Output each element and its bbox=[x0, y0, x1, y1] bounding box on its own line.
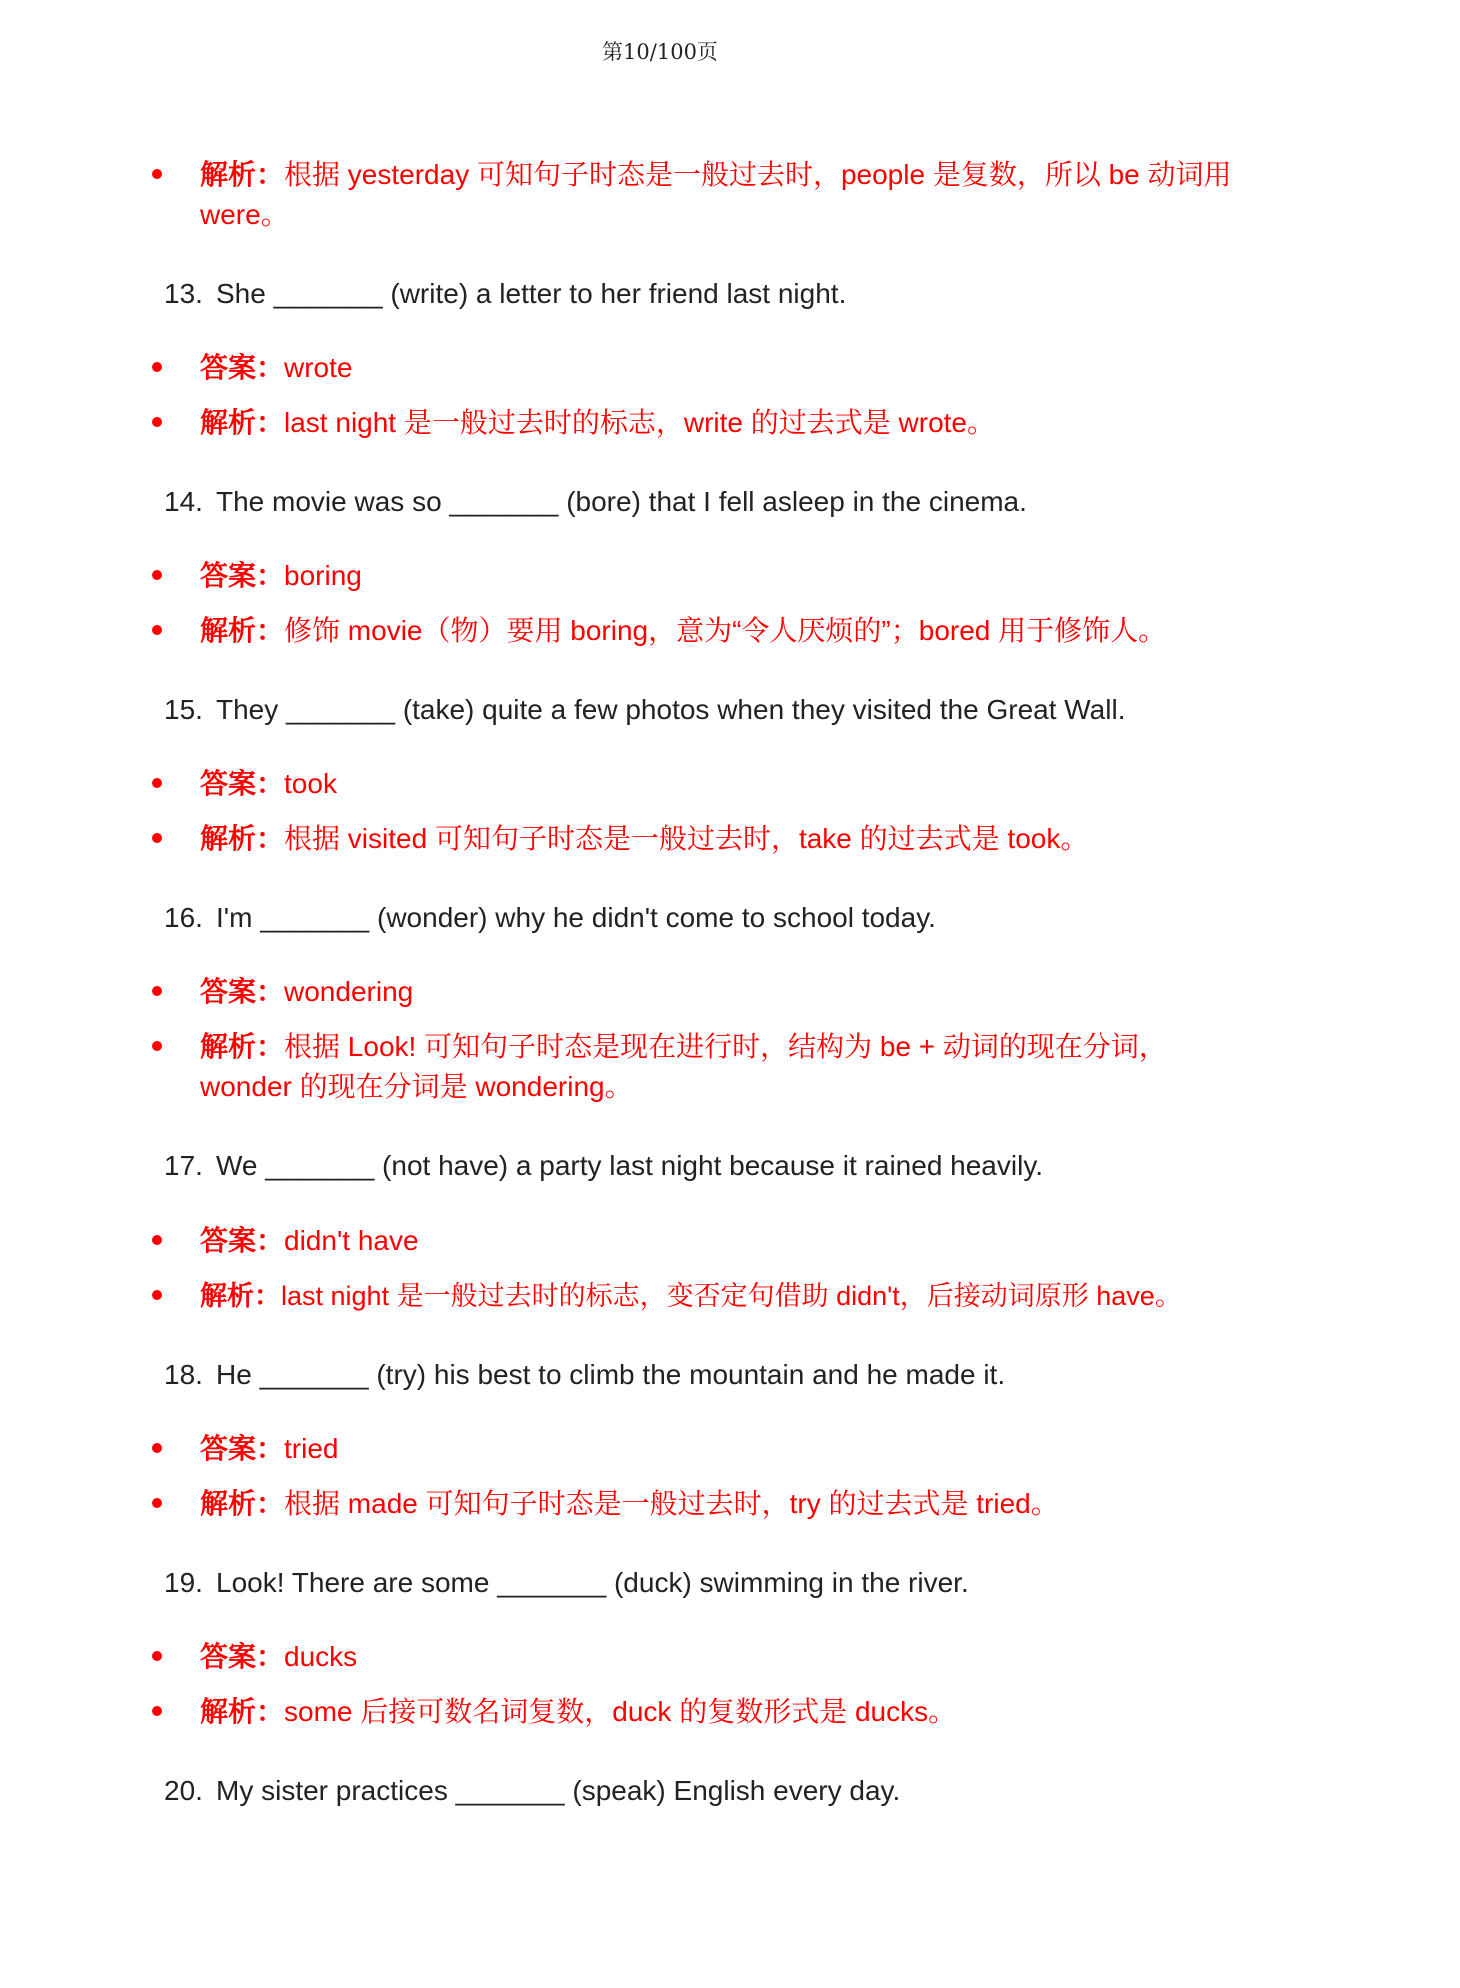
explanation-label: 解析： bbox=[200, 1488, 285, 1519]
explanation-label: 解析： bbox=[200, 407, 285, 438]
bullet-dot bbox=[152, 570, 162, 580]
question-text: We _______ (not have) a party last night because it rained heavily. bbox=[216, 1150, 1044, 1181]
question-text: I'm _______ (wonder) why he didn't come to school today. bbox=[216, 902, 936, 933]
bullet-dot bbox=[152, 986, 162, 996]
explanation-text: last night 是一般过去时的标志，write 的过去式是 wrote。 bbox=[284, 407, 996, 438]
answer-label: 答案： bbox=[200, 1225, 285, 1256]
explanation-text: 修饰 movie（物）要用 boring，意为“令人厌烦的”；bored 用于修饰人。 bbox=[284, 615, 1167, 646]
question-19 bbox=[164, 1563, 1244, 1603]
bullet-dot bbox=[152, 362, 162, 372]
explanation-text: last night 是一般过去时的标志，变否定句借助 didn't，后接动词原形 have。 bbox=[281, 1281, 1182, 1311]
bullet-dot bbox=[152, 833, 162, 843]
answer-text: ducks bbox=[284, 1641, 358, 1672]
bullet-dot bbox=[152, 1235, 162, 1245]
explanation-label: 解析： bbox=[200, 823, 285, 854]
question-number: 17. bbox=[164, 1150, 203, 1181]
answer-label: 答案： bbox=[200, 768, 285, 799]
question-number: 13. bbox=[164, 278, 203, 309]
question-number: 20. bbox=[164, 1775, 203, 1806]
answer-label: 答案： bbox=[200, 560, 285, 591]
explanation-text: 根据 made 可知句子时态是一般过去时，try 的过去式是 tried。 bbox=[284, 1488, 1059, 1519]
bullet-dot bbox=[152, 1706, 162, 1716]
bullet-dot bbox=[152, 1041, 162, 1051]
explanation-text: 根据 Look! 可知句子时态是现在进行时，结构为 be + 动词的现在分词，wonder 的现在分词是 wondering。 bbox=[200, 1031, 1167, 1102]
answer-text: took bbox=[284, 768, 337, 799]
answer-label: 答案： bbox=[200, 1641, 285, 1672]
bullet-dot bbox=[152, 1443, 162, 1453]
explanation-label: 解析： bbox=[200, 1696, 285, 1727]
bullet-dot bbox=[152, 1498, 162, 1508]
question-text: They _______ (take) quite a few photos when they visited the Great Wall. bbox=[216, 694, 1126, 725]
question-text: Look! There are some _______ (duck) swimming in the river. bbox=[216, 1567, 969, 1598]
bullet-dot bbox=[152, 169, 162, 179]
explanation-label: 解析： bbox=[200, 1281, 281, 1311]
explanation-text: 根据 yesterday 可知句子时态是一般过去时，people 是复数，所以 be 动词用 were。 bbox=[200, 159, 1232, 230]
question-16 bbox=[164, 898, 1244, 938]
answer-text: boring bbox=[284, 560, 362, 591]
answer-label: 答案： bbox=[200, 1433, 285, 1464]
bullet-dot bbox=[152, 1290, 162, 1300]
question-15 bbox=[164, 690, 1244, 730]
explanation-label: 解析： bbox=[200, 159, 285, 190]
answer-text: wrote bbox=[284, 352, 353, 383]
question-number: 16. bbox=[164, 902, 203, 933]
question-number: 15. bbox=[164, 694, 203, 725]
explanation-label: 解析： bbox=[200, 615, 285, 646]
question-14 bbox=[164, 482, 1244, 522]
question-13 bbox=[164, 274, 1244, 314]
bullet-dot bbox=[152, 778, 162, 788]
page-number-header: 第10/100页 bbox=[602, 40, 718, 64]
question-number: 14. bbox=[164, 486, 203, 517]
question-20 bbox=[164, 1771, 1244, 1811]
answer-text: didn't have bbox=[284, 1225, 419, 1256]
question-text: The movie was so _______ (bore) that I fell asleep in the cinema. bbox=[216, 486, 1027, 517]
question-18 bbox=[164, 1355, 1244, 1395]
answer-text: wondering bbox=[284, 976, 414, 1007]
answer-text: tried bbox=[284, 1433, 339, 1464]
question-text: My sister practices _______ (speak) English every day. bbox=[216, 1775, 901, 1806]
question-number: 19. bbox=[164, 1567, 203, 1598]
bullet-dot bbox=[152, 625, 162, 635]
question-number: 18. bbox=[164, 1359, 203, 1390]
question-17 bbox=[164, 1146, 1244, 1186]
question-text: She _______ (write) a letter to her friend last night. bbox=[216, 278, 847, 309]
explanation-text: 根据 visited 可知句子时态是一般过去时，take 的过去式是 took。 bbox=[284, 823, 1089, 854]
bullet-dot bbox=[152, 417, 162, 427]
answer-label: 答案： bbox=[200, 976, 285, 1007]
question-text: He _______ (try) his best to climb the mountain and he made it. bbox=[216, 1359, 1006, 1390]
answer-label: 答案： bbox=[200, 352, 285, 383]
explanation-label: 解析： bbox=[200, 1031, 285, 1062]
explanation-text: some 后接可数名词复数，duck 的复数形式是 ducks。 bbox=[284, 1696, 957, 1727]
bullet-dot bbox=[152, 1651, 162, 1661]
